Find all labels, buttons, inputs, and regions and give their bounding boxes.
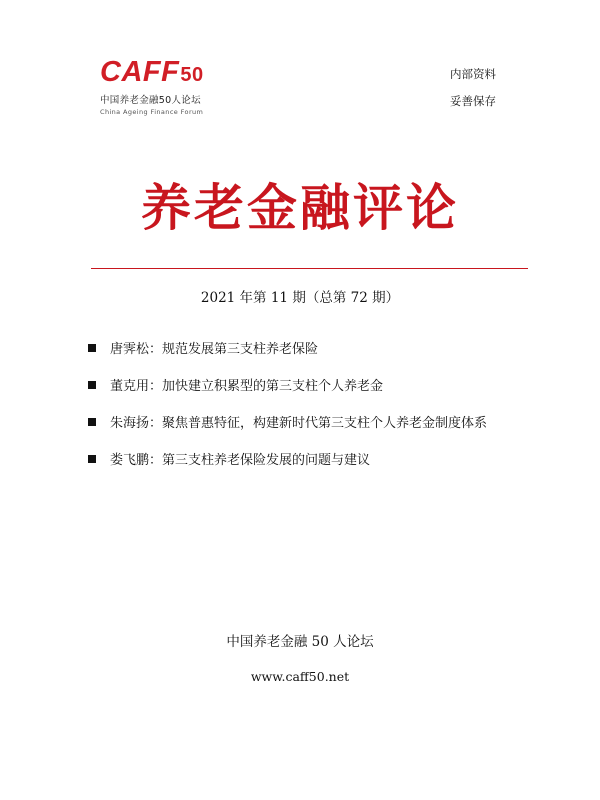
- issue-number: 2021 年第 11 期（总第 72 期）: [200, 290, 400, 306]
- logo-chinese-name: 中国养老金融50人论坛: [100, 95, 201, 106]
- list-item: [88, 338, 568, 357]
- list-item: [88, 375, 568, 394]
- title-divider: [91, 268, 528, 269]
- page-title: 养老金融评论: [141, 178, 459, 237]
- logo-english-name: China Ageing Finance Forum: [100, 108, 204, 116]
- article-title: 董克用：加快建立积累型的第三支柱个人养老金: [110, 379, 384, 394]
- footer-organization: 中国养老金融 50 人论坛: [226, 634, 374, 650]
- list-item: [88, 412, 568, 431]
- logo: [100, 56, 240, 117]
- list-item: [88, 449, 568, 468]
- logo-mark-letters: CAFF: [100, 56, 180, 88]
- article-title: 朱海扬：聚焦普惠特征，构建新时代第三支柱个人养老金制度体系: [110, 416, 488, 431]
- square-bullet-icon: [88, 344, 96, 352]
- notice-keep: 妥善保存: [450, 94, 496, 108]
- article-title: 娄飞鹏：第三支柱养老保险发展的问题与建议: [110, 453, 371, 468]
- article-title: 唐霁松：规范发展第三支柱养老保险: [110, 342, 319, 357]
- article-list: [88, 338, 568, 486]
- notice-internal: 内部资料: [450, 67, 496, 81]
- logo-mark-number: 50: [180, 64, 204, 86]
- square-bullet-icon: [88, 381, 96, 389]
- footer-website-link[interactable]: www.caff50.net: [250, 669, 350, 684]
- logo-mark: [100, 56, 240, 91]
- confidential-notice: [450, 66, 496, 120]
- square-bullet-icon: [88, 418, 96, 426]
- square-bullet-icon: [88, 455, 96, 463]
